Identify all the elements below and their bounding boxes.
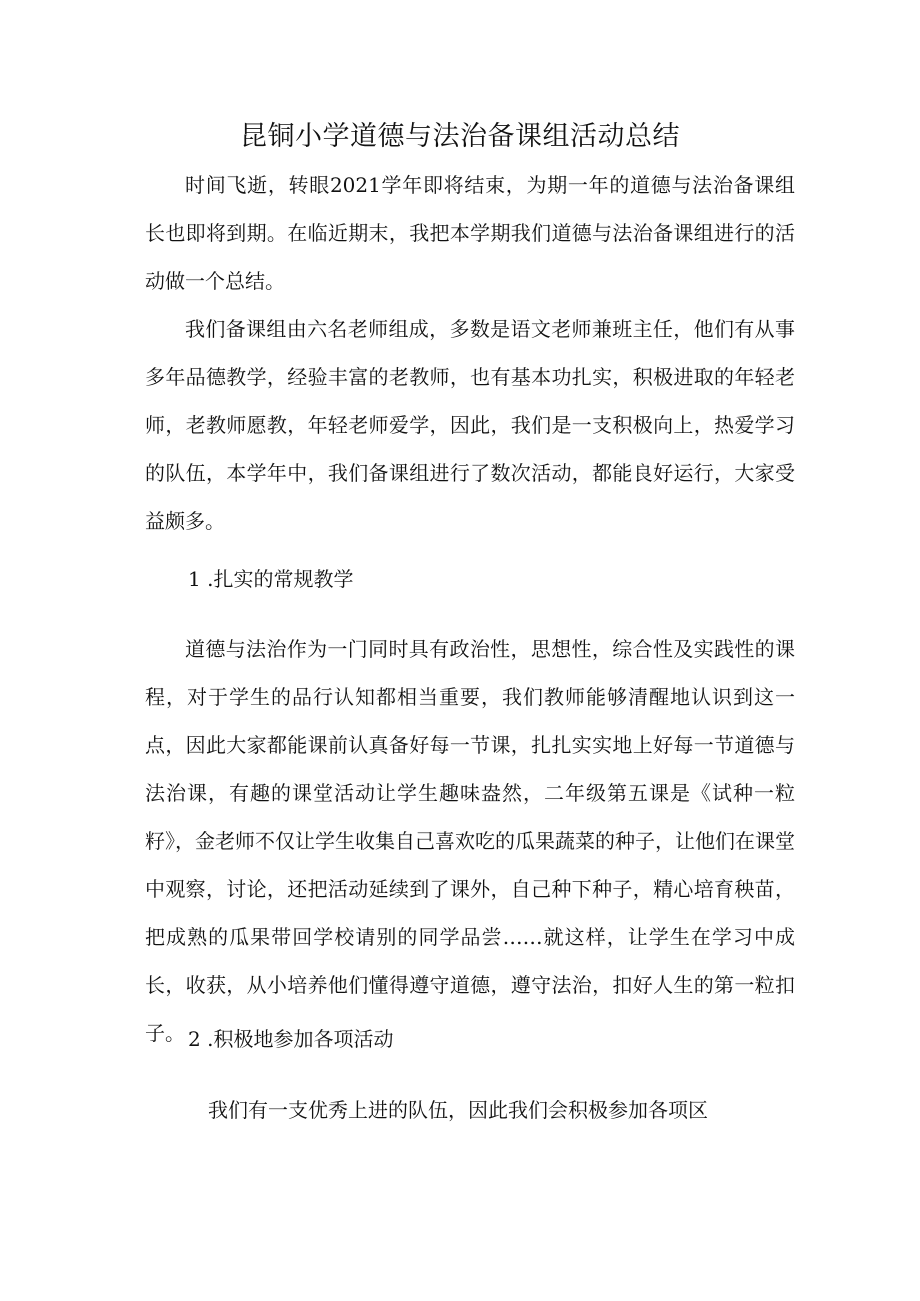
team-paragraph: 我们备课组由六名老师组成，多数是语文老师兼班主任，他们有从事多年品德教学，经验丰富的老教师，也有基本功扎实，积极进取的年轻老师，老教师愿教，年轻老师爱学，因此，我们是一支积极向上，热爱学习的队伍，本学年中，我们备课组进行了数次活动，都能良好运行，大家受益颇多。	[145, 317, 795, 533]
section1-heading: 1 .扎实的常规教学	[188, 567, 354, 591]
intro-paragraph: 时间飞逝，转眼2021学年即将结束，为期一年的道德与法治备课组长也即将到期。在临近期末，我把本学期我们道德与法治备课组进行的活动做一个总结。	[145, 173, 795, 293]
document-title: 昆铜小学道德与法治备课组活动总结	[240, 121, 680, 152]
section2-heading: 2 .积极地参加各项活动	[188, 1027, 394, 1051]
section2-paragraph: 我们有一支优秀上进的队伍，因此我们会积极参加各项区	[208, 1098, 708, 1122]
section1-paragraph: 道德与法治作为一门同时具有政治性，思想性，综合性及实践性的课程，对于学生的品行认知都相当重要，我们教师能够清醒地认识到这一点，因此大家都能课前认真备好每一节课，扎扎实实地上好每一节道德与法治课，有趣的课堂活动让学生趣味盎然，二年级第五课是《试种一粒籽》，金老师不仅让学生收集自己喜欢吃的瓜果蔬菜的种子，让他们在课堂中观察，讨论，还把活动延续到了课外，自己种下种子，精心培育秧苗，把成熟的瓜果带回学校请别的同学品尝……就这样，让学生在学习中成长，收获，从小培养他们懂得遵守道德，遵守法治，扣好人生的第一粒扣子。	[145, 637, 795, 1045]
